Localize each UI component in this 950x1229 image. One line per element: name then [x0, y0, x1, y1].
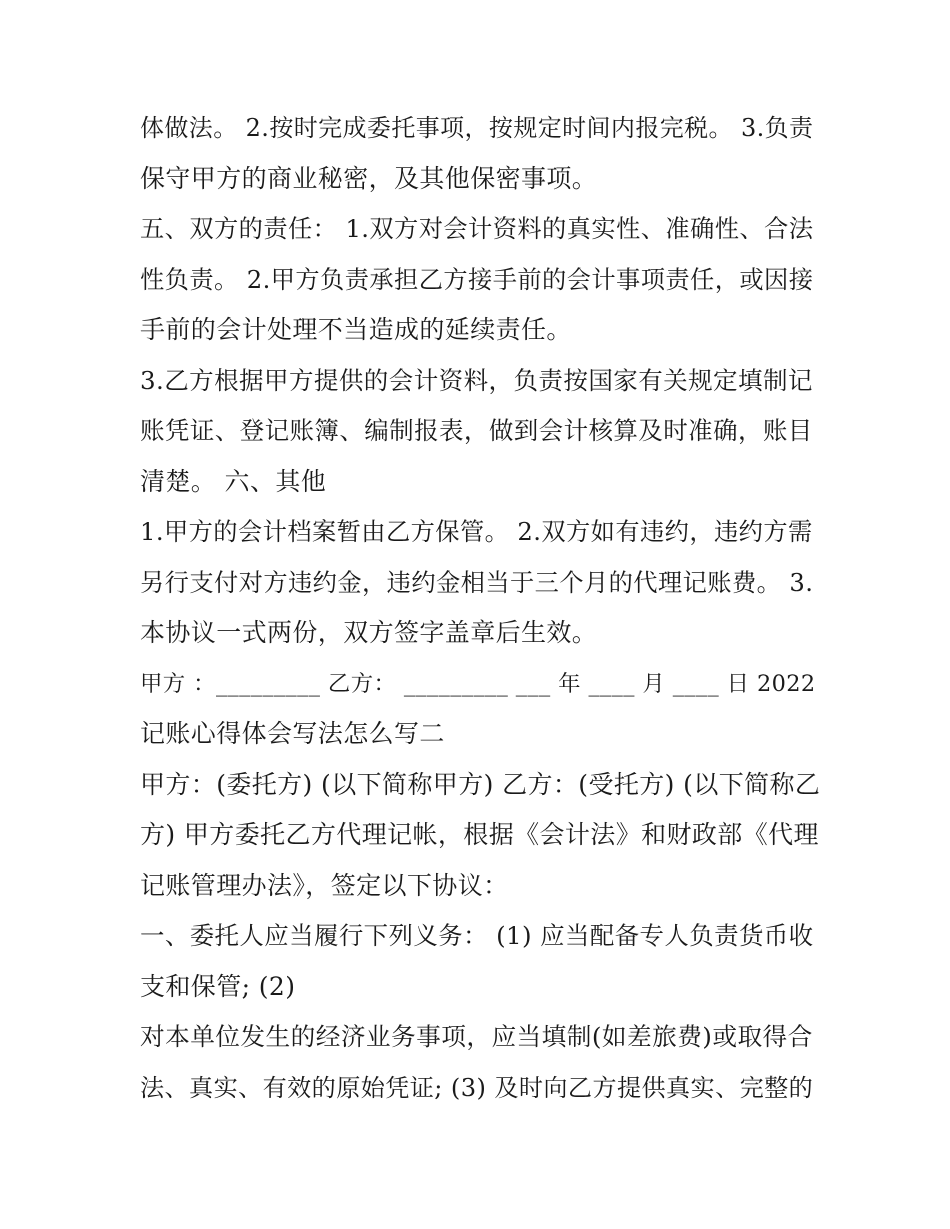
- text-line: 清楚。 六、其他: [140, 466, 327, 496]
- text-line: 五、双方的责任： 1.双方对会计资料的真实性、准确性、合法: [140, 214, 814, 243]
- text-line: 本协议一式两份，双方签字盖章后生效。: [140, 618, 598, 647]
- text-line: 1.甲方的会计档案暂由乙方保管。 2.双方如有违约，违约方需: [140, 517, 813, 546]
- text-line: 3.乙方根据甲方提供的会计资料，负责按国家有关规定填制记: [140, 365, 813, 395]
- text-line: 记账管理办法》，签定以下协议：: [140, 870, 509, 900]
- document-body: [140, 103, 820, 1113]
- text-line: 支和保管; (2): [140, 971, 296, 1001]
- text-line: 手前的会计处理不当造成的延续责任。: [140, 315, 572, 344]
- text-line: 方) 甲方委托乙方代理记帐，根据《会计法》和财政部《代理: [140, 820, 819, 849]
- text-line: 对本单位发生的经济业务事项，应当填制(如差旅费)或取得合: [140, 1022, 813, 1051]
- text-line: 性负责。 2.甲方负责承担乙方接手前的会计事项责任，或因接: [140, 264, 814, 294]
- text-line: 保守甲方的商业秘密，及其他保密事项。: [140, 163, 598, 193]
- text-line: 甲方：(委托方) (以下简称甲方) 乙方：(受托方) (以下简称乙: [140, 769, 821, 799]
- text-line: 法、真实、有效的原始凭证; (3) 及时向乙方提供真实、完整的: [140, 1073, 814, 1102]
- text-line: 另行支付对方违约金，违约金相当于三个月的代理记账费。 3.: [140, 567, 814, 597]
- text-line: 一、委托人应当履行下列义务： (1) 应当配备专人负责货币收: [140, 921, 814, 950]
- text-line: 账凭证、登记账簿、编制报表，做到会计核算及时准确，账目: [140, 416, 813, 445]
- signature-line: 甲方 ：_________ 乙方： _________ ___ 年 ____ 月 ____ 日 2022: [140, 670, 816, 697]
- text-line: 体做法。 2.按时完成委托事项，按规定时间内报完税。 3.负责: [140, 114, 814, 142]
- section-heading: 记账心得体会写法怎么写二: [140, 719, 445, 748]
